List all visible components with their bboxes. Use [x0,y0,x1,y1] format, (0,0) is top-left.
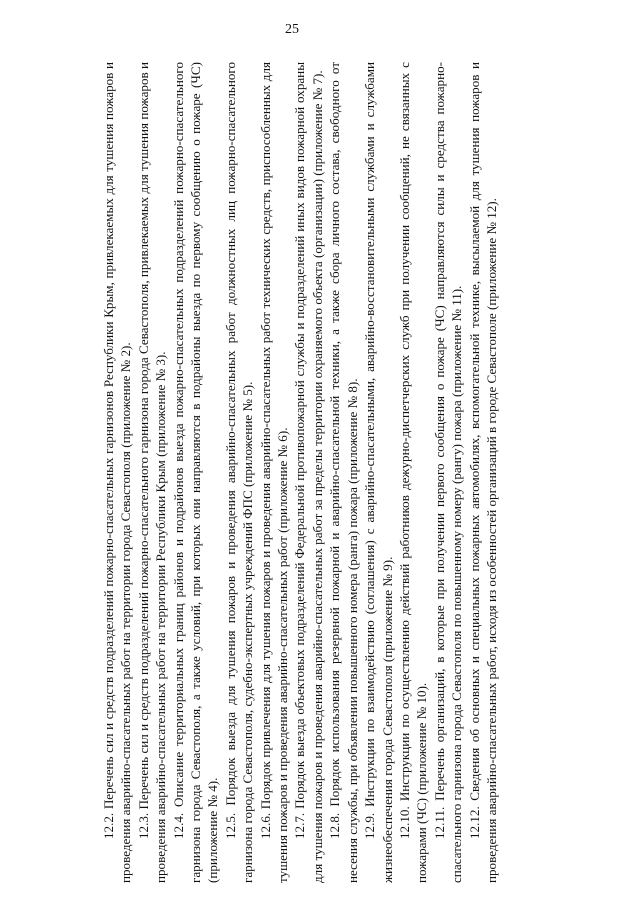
list-item-12-4: 12.4. Описание территориальных границ районов и подрайонов выезда пожарно-спасательных подразделений пожарно-спасательного гарнизона города Севастополя, а также условий, при которых они направляются в подрайоны выезда по первому сообщению о пожаре (ЧС) (приложение № 4). [170,62,221,883]
page-number: 25 [285,22,299,37]
list-item-12-12: 12.12. Сведения об основных и специальных пожарных автомобилях, вспомогательной технике, высылаемой для тушения пожаров и проведения аварийно-спасательных работ, исходя из особенностей организаций в городе Севастополе (приложение № 12). [466,62,499,883]
list-item-12-7: 12.7. Порядок выезда объектовых подразделений Федеральной противопожарной службы и подразделений иных видов пожарной охраны для тушения пожаров и проведения аварийно-спасательных работ за пределы территории охраняемого объекта (организации) (приложение № 7). [292,62,325,883]
list-item-12-5: 12.5. Порядок выезда для тушения пожаров и проведения аварийно-спасательных работ должностных лиц пожарно-спасательного гарнизона города Севастополя, судебно-экспертных учреждений ФПС (приложение № 5). [222,62,256,883]
list-item-12-3: 12.3. Перечень сил и средств подразделений пожарно-спасательного гарнизона города Севастополя, привлекаемых для тушения пожаров и проведения аварийно-спасательных работ на территории Республики Крым (приложение № 3). [135,62,169,883]
list-item-12-2: 12.2. Перечень сил и средств подразделений пожарно-спасательных гарнизонов Республики Крым, привлекаемых для тушения пожаров и проведения аварийно-спасательных работ на территории города Севастополя (приложение № 2). [101,62,134,883]
rotated-text-area [100,60,585,885]
document-body [100,60,585,885]
list-item-12-10: 12.10. Инструкции по осуществлению действий работников дежурно-диспетчерских служб при получении сообщений, не связанных с пожарами (ЧС) (приложение № 10). [396,62,430,883]
list-item-12-11: 12.11. Перечень организаций, в которые при получении первого сообщения о пожаре (ЧС) направляются силы и средства пожарно-спасательного гарнизона города Севастополя по повышенному номеру (рангу) пожара (приложение № 11). [431,62,465,883]
list-item-12-8: 12.8. Порядок использования резервной пожарной и аварийно-спасательной техники, а также сбора личного состава, свободного от несения службы, при объявлении повышенного номера (ранга) пожара (приложение № 8). [327,62,360,883]
list-item-12-9: 12.9. Инструкции по взаимодействию (соглашения) с аварийно-спасательными, аварийно-восстановительными службами и службами жизнеобеспечения города Севастополя (приложение № 9). [362,62,395,883]
list-item-12-6: 12.6. Порядок привлечения для тушения пожаров и проведения аварийно-спасательных работ технических средств, приспособленных для тушения пожаров и проведения аварийно-спасательных работ (приложение № 6). [257,62,291,883]
